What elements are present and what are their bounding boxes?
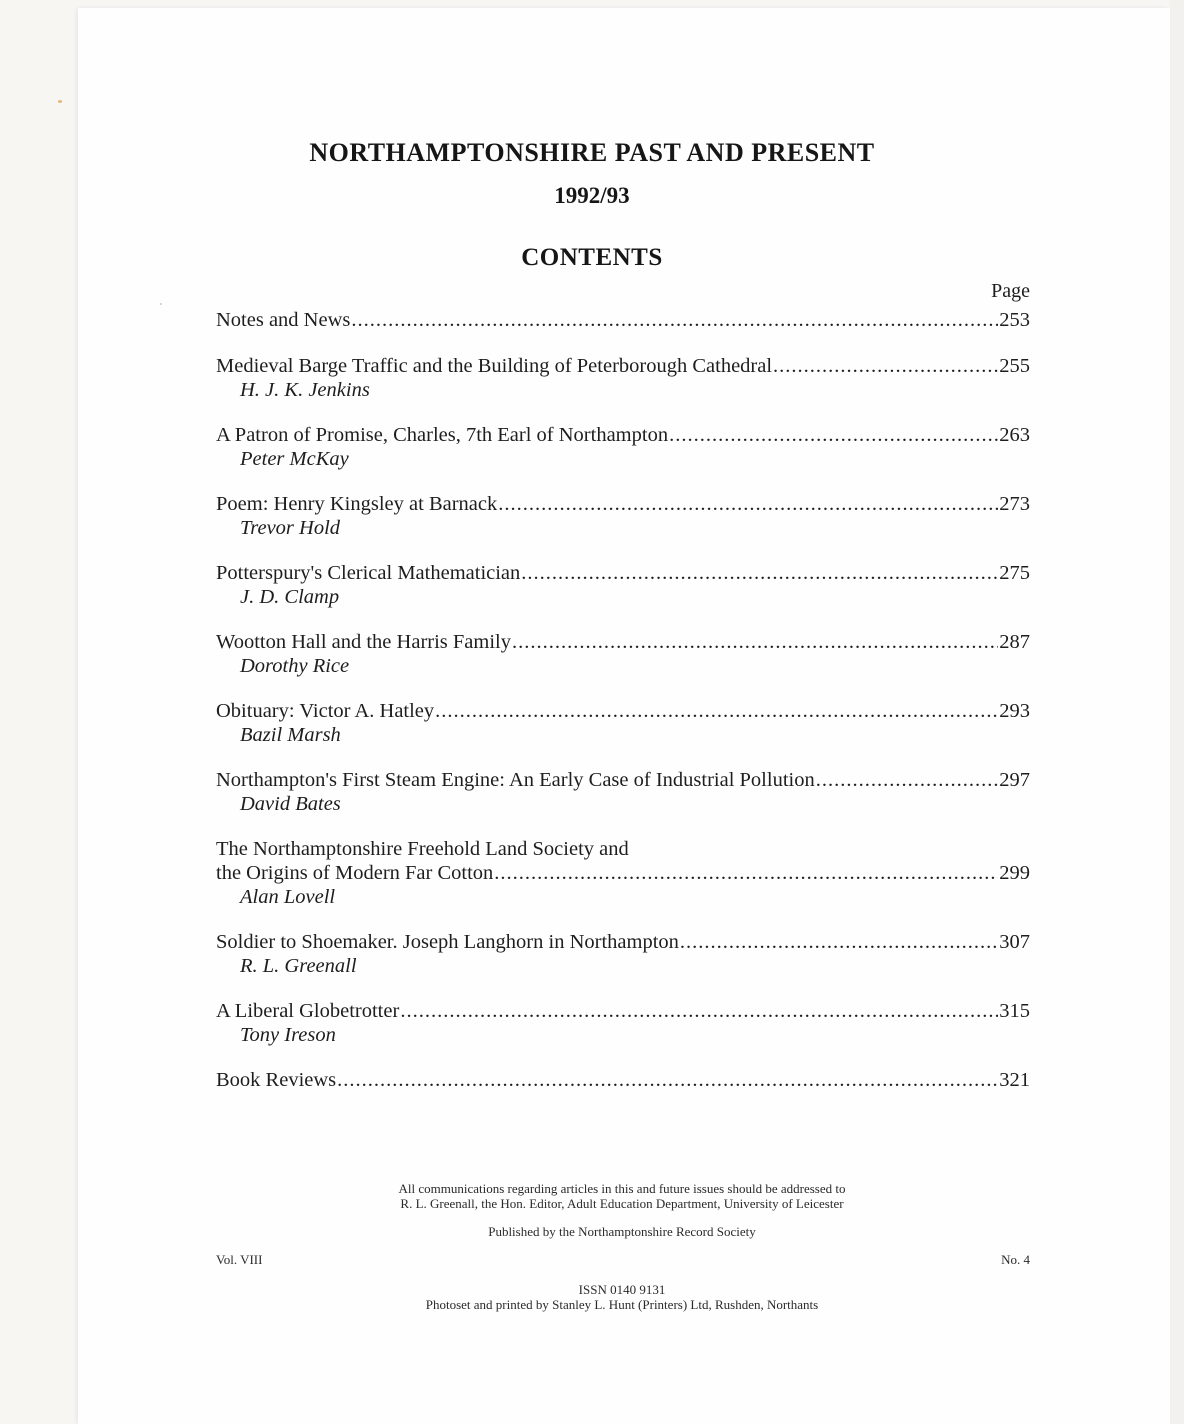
toc-entry-page: 287 (999, 631, 1030, 653)
toc-entry-author: David Bates (240, 793, 341, 815)
paper-speck (58, 100, 62, 103)
toc-entry-author: R. L. Greenall (240, 955, 357, 977)
toc-entry-page: 253 (999, 309, 1030, 331)
printer-line: Photoset and printed by Stanley L. Hunt (Printers) Ltd, Rushden, Northants (425, 1297, 819, 1312)
toc-entry[interactable] (216, 630, 1030, 678)
toc-entry[interactable] (216, 561, 1030, 609)
toc-entry[interactable] (216, 768, 1030, 816)
paper-speck (160, 303, 162, 305)
toc-entry-title-line2: the Origins of Modern Far Cotton (216, 862, 494, 884)
toc-entry-title: A Liberal Globetrotter (216, 1000, 400, 1022)
toc-entry-title: Potterspury's Clerical Mathematician (216, 562, 521, 584)
toc-entry-page: 275 (999, 562, 1030, 584)
publisher-line: Published by the Northamptonshire Record Society (488, 1224, 756, 1239)
dot-leader (512, 630, 998, 654)
table-of-contents (216, 308, 1030, 1092)
toc-entry-page: 273 (999, 493, 1030, 515)
toc-entry[interactable] (216, 837, 1030, 909)
toc-entry-title: Obituary: Victor A. Hatley (216, 700, 435, 722)
toc-entry-title: Notes and News (216, 309, 351, 331)
toc-entry[interactable] (216, 1068, 1030, 1092)
toc-entry-author: Peter McKay (240, 448, 349, 470)
journal-year: 1992/93 (554, 183, 630, 208)
toc-entry-title: Book Reviews (216, 1069, 337, 1091)
toc-entry[interactable] (216, 492, 1030, 540)
dot-leader (521, 561, 998, 585)
toc-entry[interactable] (216, 999, 1030, 1047)
toc-entry[interactable] (216, 699, 1030, 747)
toc-entry[interactable] (216, 308, 1030, 332)
dot-leader (816, 768, 999, 792)
dot-leader (351, 308, 998, 332)
dot-leader (435, 699, 998, 723)
dot-leader (494, 861, 998, 885)
toc-entry-title: Wootton Hall and the Harris Family (216, 631, 511, 653)
toc-entry-author: Bazil Marsh (240, 724, 341, 746)
issue-number: No. 4 (1001, 1252, 1030, 1267)
toc-entry-title: A Patron of Promise, Charles, 7th Earl of Northampton (216, 424, 669, 446)
toc-entry-author: J. D. Clamp (240, 586, 340, 608)
dot-leader (337, 1068, 998, 1092)
editor-note-line2: R. L. Greenall, the Hon. Editor, Adult Education Department, University of Leicester (400, 1196, 844, 1211)
editor-note-line1: All communications regarding articles in this and future issues should be addressed to (398, 1181, 846, 1196)
toc-entry-page: 263 (999, 424, 1030, 446)
toc-entry-page: 307 (999, 931, 1030, 953)
toc-entry[interactable] (216, 354, 1030, 402)
toc-entry-author: Trevor Hold (240, 517, 341, 539)
dot-leader (680, 930, 998, 954)
toc-entry[interactable] (216, 423, 1030, 471)
toc-entry-title: Medieval Barge Traffic and the Building of Peterborough Cathedral (216, 355, 773, 377)
toc-entry-page: 315 (999, 1000, 1030, 1022)
toc-entry-page: 321 (999, 1069, 1030, 1091)
issn: ISSN 0140 9131 (578, 1282, 666, 1297)
dot-leader (400, 999, 998, 1023)
dot-leader (669, 423, 998, 447)
issn-block (0, 1282, 1184, 1312)
toc-entry[interactable] (216, 930, 1030, 978)
toc-entry-author: Tony Ireson (240, 1024, 336, 1046)
journal-title: NORTHAMPTONSHIRE PAST AND PRESENT (309, 138, 875, 167)
toc-entry-page: 255 (999, 355, 1030, 377)
toc-entry-author: Dorothy Rice (240, 655, 350, 677)
dot-leader (773, 354, 998, 378)
dot-leader (498, 492, 998, 516)
editor-note (0, 1181, 1184, 1211)
page-column-label: Page (991, 280, 1030, 302)
toc-entry-title: Northampton's First Steam Engine: An Early Case of Industrial Pollution (216, 769, 815, 791)
toc-entry-author: Alan Lovell (240, 886, 336, 908)
toc-entry-page: 297 (999, 769, 1030, 791)
toc-entry-page: 299 (999, 862, 1030, 884)
volume-label: Vol. VIII (216, 1252, 263, 1267)
toc-entry-title-line1: The Northamptonshire Freehold Land Society and (216, 838, 629, 860)
toc-entry-title: Poem: Henry Kingsley at Barnack (216, 493, 498, 515)
toc-entry-page: 293 (999, 700, 1030, 722)
toc-entry-title: Soldier to Shoemaker. Joseph Langhorn in Northampton (216, 931, 679, 953)
contents-heading: CONTENTS (521, 244, 663, 271)
toc-entry-author: H. J. K. Jenkins (240, 379, 370, 401)
